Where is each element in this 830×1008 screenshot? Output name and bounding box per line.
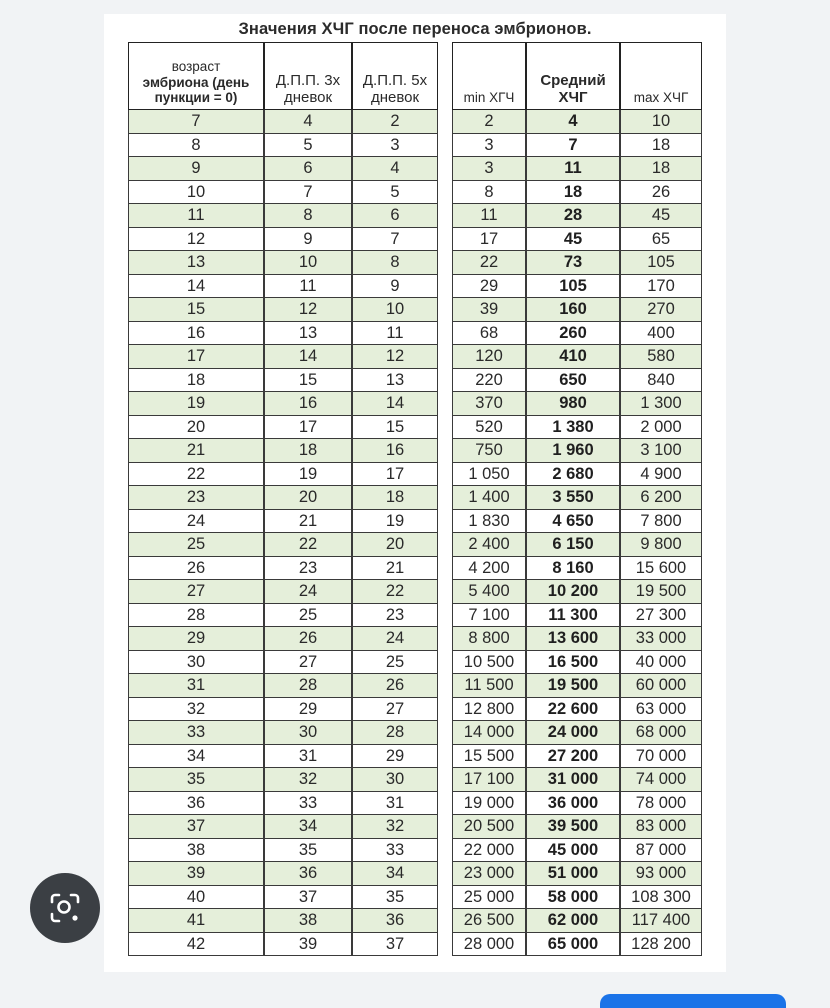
cell-age: 21 (128, 439, 264, 463)
table-row (128, 933, 702, 957)
cell-avg: 11 (526, 157, 620, 181)
header-embryo-age-line3: пункции = 0) (154, 90, 238, 106)
cell-max: 6 200 (620, 486, 702, 510)
cell-dpp5: 36 (352, 909, 438, 933)
cell-age: 36 (128, 792, 264, 816)
cell-min: 3 (452, 134, 526, 158)
cell-avg: 24 000 (526, 721, 620, 745)
cell-max: 108 300 (620, 886, 702, 910)
cell-max: 170 (620, 275, 702, 299)
cell-dpp3: 37 (264, 886, 352, 910)
cell-min: 20 500 (452, 815, 526, 839)
cell-avg: 7 (526, 134, 620, 158)
table-row (128, 886, 702, 910)
header-avg-hcg-line2: ХЧГ (558, 88, 588, 106)
cell-dpp5: 30 (352, 768, 438, 792)
cell-avg: 6 150 (526, 533, 620, 557)
cell-max: 65 (620, 228, 702, 252)
cell-avg: 4 650 (526, 510, 620, 534)
cell-dpp5: 3 (352, 134, 438, 158)
cell-min: 11 500 (452, 674, 526, 698)
cell-avg: 160 (526, 298, 620, 322)
table-row (128, 134, 702, 158)
cell-max: 3 100 (620, 439, 702, 463)
cell-age: 20 (128, 416, 264, 440)
cell-dpp3: 23 (264, 557, 352, 581)
cell-min: 750 (452, 439, 526, 463)
cell-dpp3: 38 (264, 909, 352, 933)
cell-age: 17 (128, 345, 264, 369)
cell-dpp5: 17 (352, 463, 438, 487)
cell-avg: 260 (526, 322, 620, 346)
cell-dpp5: 8 (352, 251, 438, 275)
cell-min: 8 (452, 181, 526, 205)
cell-max: 83 000 (620, 815, 702, 839)
cell-min: 120 (452, 345, 526, 369)
cell-min: 17 (452, 228, 526, 252)
cell-age: 35 (128, 768, 264, 792)
cell-min: 370 (452, 392, 526, 416)
cell-max: 63 000 (620, 698, 702, 722)
cell-avg: 22 600 (526, 698, 620, 722)
cell-avg: 13 600 (526, 627, 620, 651)
cell-dpp3: 10 (264, 251, 352, 275)
cell-avg: 8 160 (526, 557, 620, 581)
table-row (128, 416, 702, 440)
cell-age: 42 (128, 933, 264, 957)
cell-dpp3: 7 (264, 181, 352, 205)
cell-max: 7 800 (620, 510, 702, 534)
cell-max: 40 000 (620, 651, 702, 675)
cell-max: 2 000 (620, 416, 702, 440)
cell-max: 45 (620, 204, 702, 228)
cell-age: 25 (128, 533, 264, 557)
cell-min: 220 (452, 369, 526, 393)
cell-min: 2 (452, 110, 526, 134)
cell-dpp3: 4 (264, 110, 352, 134)
search-action-button[interactable] (600, 994, 786, 1008)
cell-dpp5: 33 (352, 839, 438, 863)
cell-min: 3 (452, 157, 526, 181)
cell-age: 10 (128, 181, 264, 205)
cell-min: 25 000 (452, 886, 526, 910)
header-max-hcg-text: max ХЧГ (633, 90, 689, 106)
cell-avg: 1 960 (526, 439, 620, 463)
cell-min: 22 000 (452, 839, 526, 863)
cell-avg: 19 500 (526, 674, 620, 698)
cell-min: 7 100 (452, 604, 526, 628)
table-row (128, 909, 702, 933)
header-dpp5 (352, 42, 438, 110)
header-avg-hcg-line1: Средний (540, 71, 606, 89)
cell-dpp3: 34 (264, 815, 352, 839)
cell-age: 30 (128, 651, 264, 675)
cell-age: 26 (128, 557, 264, 581)
cell-age: 18 (128, 369, 264, 393)
table-row (128, 251, 702, 275)
hcg-table (128, 42, 702, 958)
cell-dpp5: 29 (352, 745, 438, 769)
table-row (128, 369, 702, 393)
cell-min: 23 000 (452, 862, 526, 886)
cell-dpp5: 24 (352, 627, 438, 651)
cell-dpp3: 6 (264, 157, 352, 181)
header-dpp5-line1: Д.П.П. 5х (362, 71, 428, 89)
cell-dpp5: 14 (352, 392, 438, 416)
table-row (128, 651, 702, 675)
cell-dpp5: 18 (352, 486, 438, 510)
table-row (128, 674, 702, 698)
cell-dpp3: 20 (264, 486, 352, 510)
table-row (128, 345, 702, 369)
cell-max: 270 (620, 298, 702, 322)
cell-max: 93 000 (620, 862, 702, 886)
cell-dpp3: 24 (264, 580, 352, 604)
header-embryo-age-line1: возраст (171, 59, 221, 75)
table-row (128, 392, 702, 416)
cell-age: 22 (128, 463, 264, 487)
cell-age: 15 (128, 298, 264, 322)
table-row (128, 768, 702, 792)
cell-age: 19 (128, 392, 264, 416)
header-embryo-age-line2: эмбриона (день (142, 74, 250, 90)
cell-dpp3: 19 (264, 463, 352, 487)
cell-dpp3: 30 (264, 721, 352, 745)
cell-avg: 2 680 (526, 463, 620, 487)
cell-avg: 45 (526, 228, 620, 252)
cell-dpp5: 5 (352, 181, 438, 205)
header-max-hcg (620, 42, 702, 110)
cell-age: 13 (128, 251, 264, 275)
cell-max: 68 000 (620, 721, 702, 745)
cell-max: 9 800 (620, 533, 702, 557)
cell-dpp5: 11 (352, 322, 438, 346)
cell-dpp5: 34 (352, 862, 438, 886)
cell-age: 11 (128, 204, 264, 228)
cell-max: 18 (620, 157, 702, 181)
header-dpp5-line2: дневок (370, 88, 420, 106)
cell-dpp3: 35 (264, 839, 352, 863)
table-row (128, 463, 702, 487)
cell-dpp3: 33 (264, 792, 352, 816)
cell-min: 10 500 (452, 651, 526, 675)
cell-dpp3: 15 (264, 369, 352, 393)
cell-dpp3: 13 (264, 322, 352, 346)
table-row (128, 792, 702, 816)
cell-dpp5: 32 (352, 815, 438, 839)
cell-age: 7 (128, 110, 264, 134)
cell-max: 19 500 (620, 580, 702, 604)
cell-age: 33 (128, 721, 264, 745)
cell-min: 11 (452, 204, 526, 228)
table-image (104, 14, 726, 972)
cell-avg: 65 000 (526, 933, 620, 957)
table-row (128, 604, 702, 628)
cell-age: 12 (128, 228, 264, 252)
cell-max: 105 (620, 251, 702, 275)
cell-avg: 650 (526, 369, 620, 393)
cell-dpp3: 16 (264, 392, 352, 416)
cell-max: 18 (620, 134, 702, 158)
table-body (128, 110, 702, 956)
cell-avg: 18 (526, 181, 620, 205)
cell-age: 39 (128, 862, 264, 886)
cell-avg: 16 500 (526, 651, 620, 675)
cell-dpp5: 12 (352, 345, 438, 369)
cell-min: 19 000 (452, 792, 526, 816)
cell-dpp3: 29 (264, 698, 352, 722)
cell-dpp3: 31 (264, 745, 352, 769)
cell-age: 24 (128, 510, 264, 534)
cell-min: 2 400 (452, 533, 526, 557)
cell-avg: 4 (526, 110, 620, 134)
cell-dpp3: 11 (264, 275, 352, 299)
cell-age: 23 (128, 486, 264, 510)
cell-min: 4 200 (452, 557, 526, 581)
cell-age: 31 (128, 674, 264, 698)
cell-max: 4 900 (620, 463, 702, 487)
cell-dpp5: 4 (352, 157, 438, 181)
cell-dpp5: 25 (352, 651, 438, 675)
cell-min: 1 050 (452, 463, 526, 487)
cell-dpp5: 13 (352, 369, 438, 393)
header-embryo-age (128, 42, 264, 110)
table-row (128, 510, 702, 534)
cell-min: 1 830 (452, 510, 526, 534)
cell-min: 26 500 (452, 909, 526, 933)
table-row (128, 815, 702, 839)
cell-max: 87 000 (620, 839, 702, 863)
table-row (128, 698, 702, 722)
table-title: Значения ХЧГ после переноса эмбрионов. (238, 20, 592, 38)
cell-avg: 31 000 (526, 768, 620, 792)
cell-min: 8 800 (452, 627, 526, 651)
cell-max: 400 (620, 322, 702, 346)
cell-dpp5: 2 (352, 110, 438, 134)
cell-min: 520 (452, 416, 526, 440)
header-avg-hcg (526, 42, 620, 110)
cell-age: 16 (128, 322, 264, 346)
cell-age: 27 (128, 580, 264, 604)
table-row (128, 839, 702, 863)
cell-avg: 45 000 (526, 839, 620, 863)
cell-avg: 51 000 (526, 862, 620, 886)
cell-dpp3: 8 (264, 204, 352, 228)
cell-dpp5: 6 (352, 204, 438, 228)
table-row (128, 157, 702, 181)
table-row (128, 204, 702, 228)
cell-dpp3: 27 (264, 651, 352, 675)
cell-avg: 39 500 (526, 815, 620, 839)
table-row (128, 322, 702, 346)
header-dpp3 (264, 42, 352, 110)
cell-avg: 105 (526, 275, 620, 299)
cell-avg: 58 000 (526, 886, 620, 910)
cell-min: 29 (452, 275, 526, 299)
cell-max: 33 000 (620, 627, 702, 651)
cell-min: 5 400 (452, 580, 526, 604)
cell-avg: 980 (526, 392, 620, 416)
cell-age: 32 (128, 698, 264, 722)
cell-max: 26 (620, 181, 702, 205)
cell-dpp5: 21 (352, 557, 438, 581)
cell-dpp5: 10 (352, 298, 438, 322)
cell-max: 128 200 (620, 933, 702, 957)
cell-dpp5: 22 (352, 580, 438, 604)
table-row (128, 275, 702, 299)
header-min-hcg-text: min ХГЧ (463, 90, 515, 106)
cell-min: 28 000 (452, 933, 526, 957)
cell-age: 34 (128, 745, 264, 769)
table-row (128, 627, 702, 651)
table-row (128, 181, 702, 205)
table-row (128, 439, 702, 463)
table-row (128, 533, 702, 557)
cell-max: 27 300 (620, 604, 702, 628)
cell-avg: 62 000 (526, 909, 620, 933)
header-dpp3-line1: Д.П.П. 3х (275, 71, 341, 89)
lens-search-button[interactable] (30, 873, 100, 943)
cell-dpp5: 26 (352, 674, 438, 698)
cell-age: 14 (128, 275, 264, 299)
table-row (128, 721, 702, 745)
cell-min: 22 (452, 251, 526, 275)
cell-dpp3: 22 (264, 533, 352, 557)
cell-max: 74 000 (620, 768, 702, 792)
cell-dpp3: 39 (264, 933, 352, 957)
cell-dpp3: 18 (264, 439, 352, 463)
table-row (128, 486, 702, 510)
cell-max: 78 000 (620, 792, 702, 816)
cell-dpp3: 12 (264, 298, 352, 322)
cell-max: 840 (620, 369, 702, 393)
cell-max: 1 300 (620, 392, 702, 416)
cell-max: 117 400 (620, 909, 702, 933)
cell-avg: 1 380 (526, 416, 620, 440)
cell-avg: 73 (526, 251, 620, 275)
cell-dpp3: 9 (264, 228, 352, 252)
cell-age: 38 (128, 839, 264, 863)
cell-dpp5: 7 (352, 228, 438, 252)
cell-dpp5: 16 (352, 439, 438, 463)
cell-dpp3: 36 (264, 862, 352, 886)
table-row (128, 557, 702, 581)
cell-avg: 28 (526, 204, 620, 228)
cell-max: 15 600 (620, 557, 702, 581)
cell-dpp5: 19 (352, 510, 438, 534)
cell-age: 41 (128, 909, 264, 933)
cell-dpp3: 28 (264, 674, 352, 698)
table-row (128, 298, 702, 322)
cell-dpp5: 35 (352, 886, 438, 910)
cell-age: 40 (128, 886, 264, 910)
cell-dpp5: 15 (352, 416, 438, 440)
cell-min: 39 (452, 298, 526, 322)
table-row (128, 745, 702, 769)
cell-min: 12 800 (452, 698, 526, 722)
header-min-hcg (452, 42, 526, 110)
cell-max: 580 (620, 345, 702, 369)
cell-avg: 10 200 (526, 580, 620, 604)
cell-avg: 11 300 (526, 604, 620, 628)
cell-dpp5: 20 (352, 533, 438, 557)
cell-min: 14 000 (452, 721, 526, 745)
cell-dpp3: 32 (264, 768, 352, 792)
cell-max: 60 000 (620, 674, 702, 698)
cell-min: 1 400 (452, 486, 526, 510)
cell-age: 28 (128, 604, 264, 628)
cell-min: 17 100 (452, 768, 526, 792)
cell-age: 37 (128, 815, 264, 839)
cell-dpp3: 21 (264, 510, 352, 534)
cell-dpp3: 26 (264, 627, 352, 651)
cell-dpp5: 9 (352, 275, 438, 299)
table-row (128, 862, 702, 886)
cell-age: 29 (128, 627, 264, 651)
cell-max: 70 000 (620, 745, 702, 769)
cell-avg: 27 200 (526, 745, 620, 769)
header-dpp3-line2: дневок (283, 88, 333, 106)
table-row (128, 228, 702, 252)
cell-min: 15 500 (452, 745, 526, 769)
cell-dpp5: 31 (352, 792, 438, 816)
cell-dpp5: 23 (352, 604, 438, 628)
lens-search-icon (48, 891, 82, 925)
cell-dpp3: 14 (264, 345, 352, 369)
table-row (128, 110, 702, 134)
cell-dpp5: 28 (352, 721, 438, 745)
cell-avg: 36 000 (526, 792, 620, 816)
cell-dpp3: 25 (264, 604, 352, 628)
table-row (128, 580, 702, 604)
cell-dpp3: 17 (264, 416, 352, 440)
cell-dpp3: 5 (264, 134, 352, 158)
cell-age: 8 (128, 134, 264, 158)
cell-dpp5: 37 (352, 933, 438, 957)
cell-avg: 3 550 (526, 486, 620, 510)
cell-max: 10 (620, 110, 702, 134)
cell-min: 68 (452, 322, 526, 346)
cell-dpp5: 27 (352, 698, 438, 722)
cell-avg: 410 (526, 345, 620, 369)
cell-age: 9 (128, 157, 264, 181)
